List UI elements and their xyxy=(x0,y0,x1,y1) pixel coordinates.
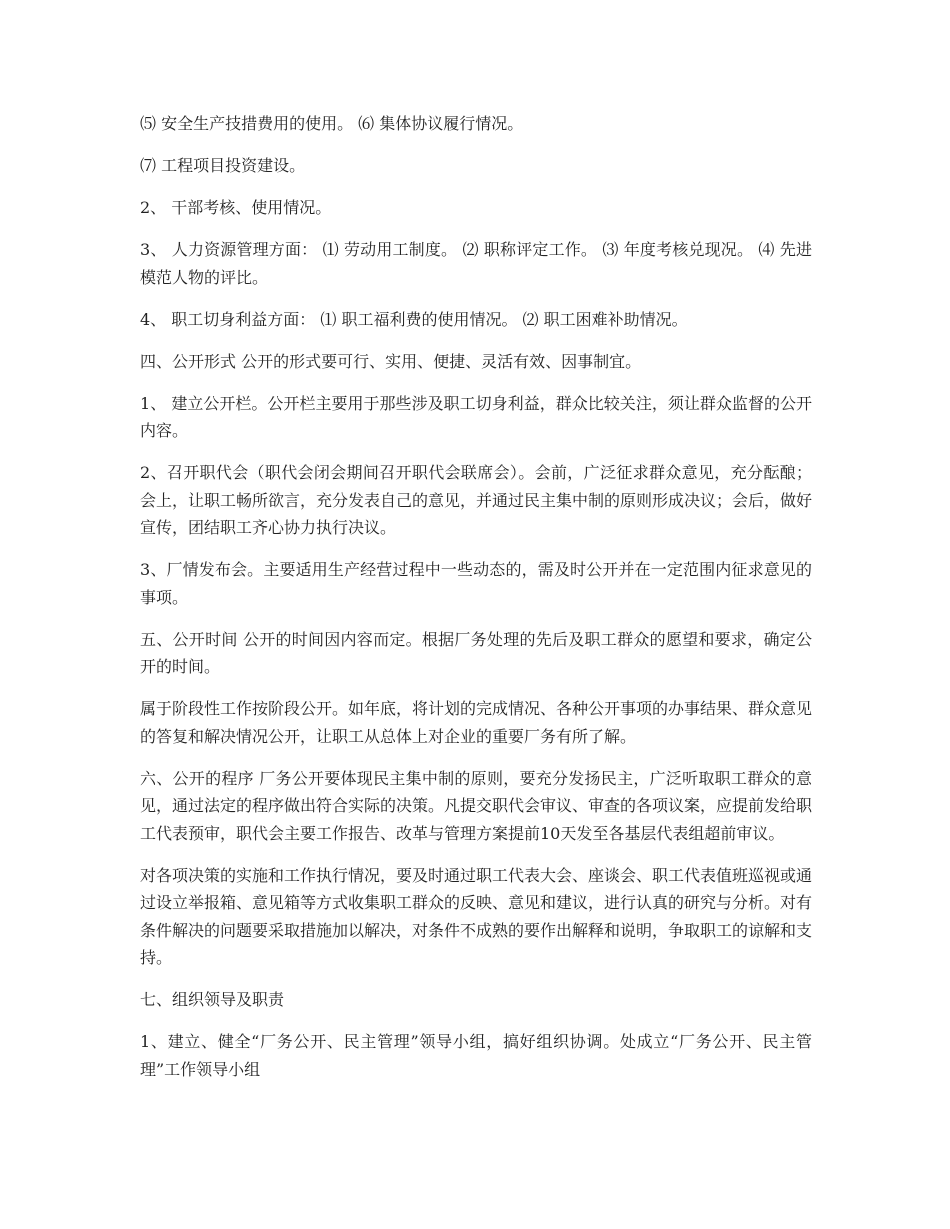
section-heading-disclosure-time: 五、公开时间 公开的时间因内容而定。根据厂务处理的先后及职工群众的愿望和要求，确定公开的时间。 xyxy=(140,629,812,676)
section-heading-disclosure-procedure: 六、公开的程序 厂务公开要体现民主集中制的原则，要充分发扬民主，广泛听取职工群众的意见，通过法定的程序做出符合实际的决策。凡提交职代会审议、审查的各项议案，应提前发给职工代表预审，职代会主要工作报告、改革与管理方案提前10天发至各基层代表组超前审议。 xyxy=(140,768,813,843)
paragraph-15: 1、建立、健全“厂务公开、民主管理”领导小组，搞好组织协调。处成立“厂务公开、民主管理”工作领导小组 xyxy=(140,1032,812,1079)
document-page xyxy=(140,110,812,1098)
section-heading-organization: 七、组织领导及职责 xyxy=(140,990,285,1009)
paragraph-13: 对各项决策的实施和工作执行情况，要及时通过职工代表大会、座谈会、职工代表值班巡视或通过设立举报箱、意见箱等方式收集职工群众的反映、意见和建议，进行认真的研究与分析。对有条件解决的问题要采取措施加以解决，对条件不成熟的要作出解释和说明，争取职工的谅解和支持。 xyxy=(140,865,813,967)
paragraph-5: 4、 职工切身利益方面： ⑴ 职工福利费的使用情况。 ⑵ 职工困难补助情况。 xyxy=(140,309,688,329)
section-heading-disclosure-form: 四、公开形式 公开的形式要可行、实用、便捷、灵活有效、因事制宜。 xyxy=(140,351,642,371)
paragraph-3: 2、 干部考核、使用情况。 xyxy=(140,198,332,217)
paragraph-7: 1、 建立公开栏。公开栏主要用于那些涉及职工切身利益，群众比较关注，须让群众监督的公开内容。 xyxy=(140,393,812,440)
paragraph-11: 属于阶段性工作按阶段公开。如年底，将计划的完成情况、各种公开事项的办事结果、群众意见的答复和解决情况公开，让职工从总体上对企业的重要厂务有所了解。 xyxy=(140,699,813,746)
paragraph-2: ⑺ 工程项目投资建设。 xyxy=(140,156,306,175)
paragraph-8: 2、召开职代会（职代会闭会期间召开职代会联席会）。会前，广泛征求群众意见，充分酝酿；会上，让职工畅所欲言，充分发表自己的意见，并通过民主集中制的原则形成决议；会后，做好宣传，团结职工齐心协力执行决议。 xyxy=(140,463,813,537)
paragraph-4: 3、 人力资源管理方面： ⑴ 劳动用工制度。 ⑵ 职称评定工作。 ⑶ 年度考核兑现况。 ⑷ 先进模范人物的评比。 xyxy=(140,240,812,287)
paragraph-9: 3、厂情发布会。主要适用生产经营过程中一些动态的，需及时公开并在一定范围内征求意见的事项。 xyxy=(140,560,812,607)
paragraph-1: ⑸ 安全生产技措费用的使用。 ⑹ 集体协议履行情况。 xyxy=(140,114,524,133)
